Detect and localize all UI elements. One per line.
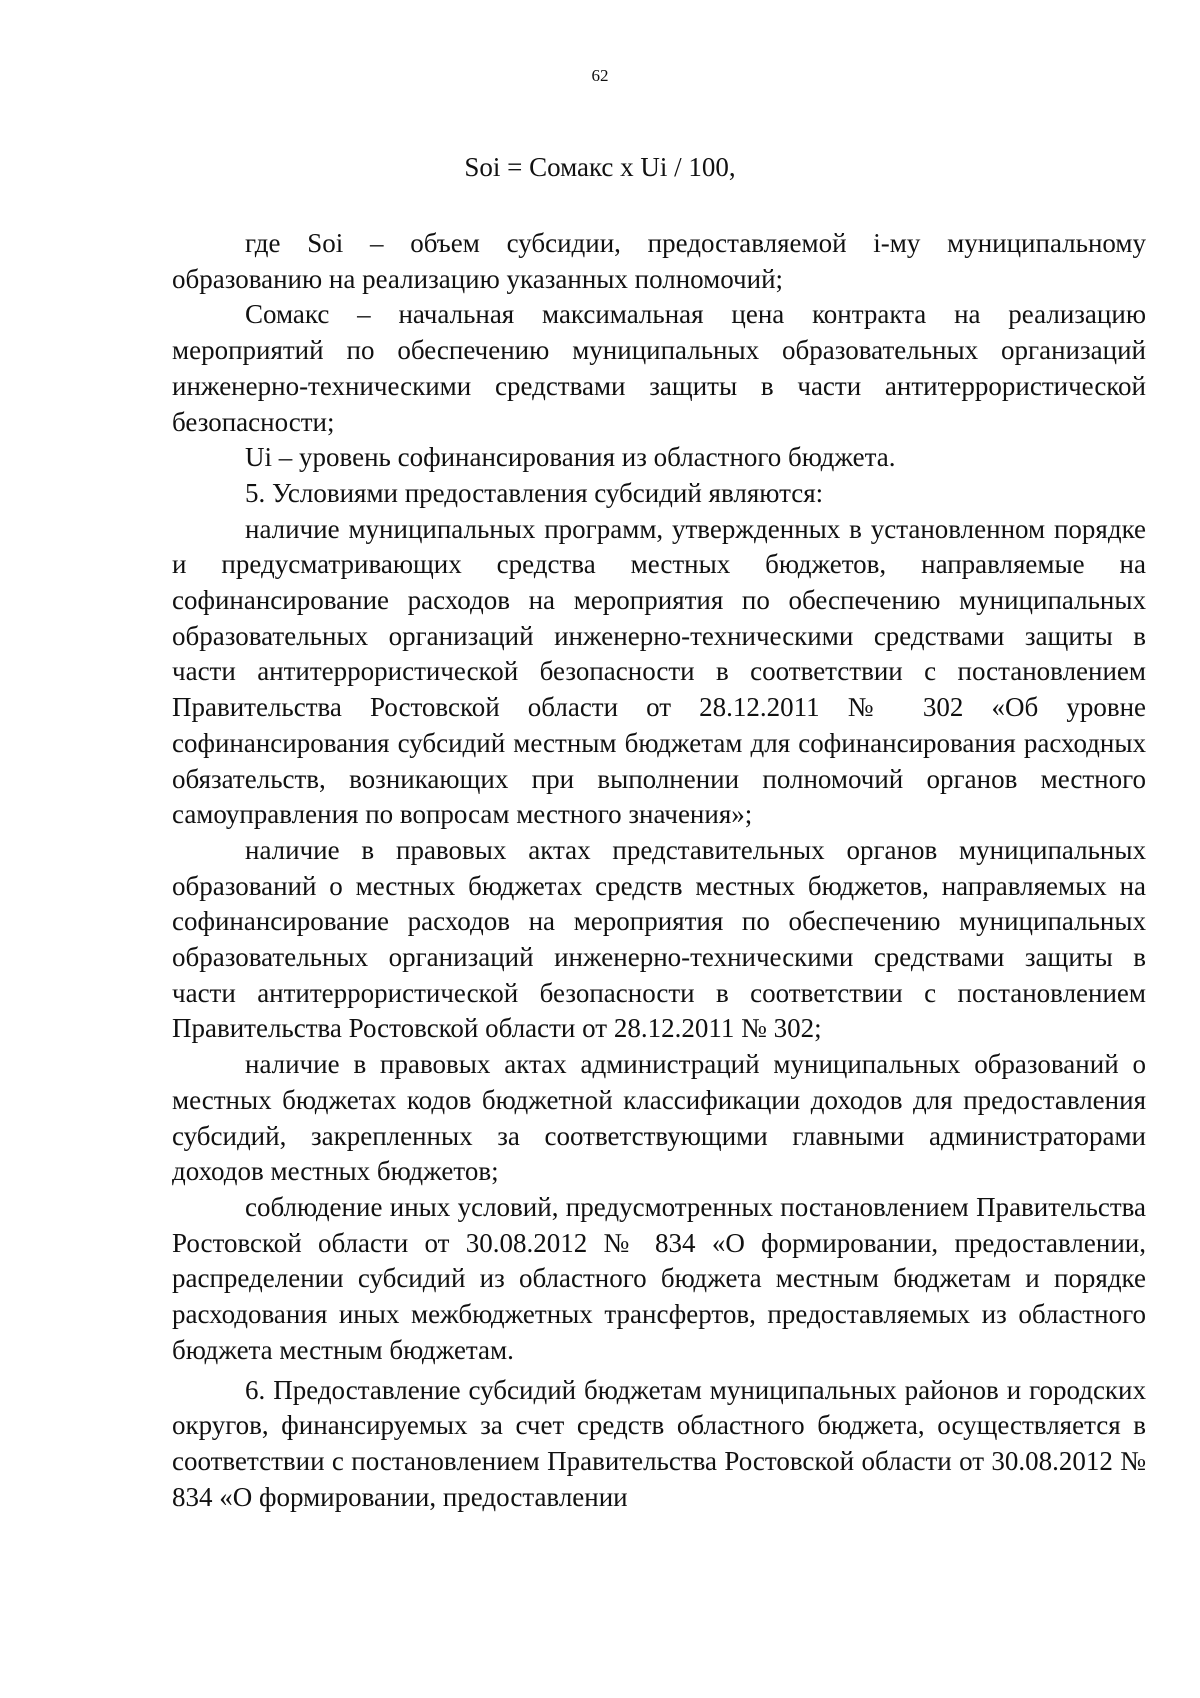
document-body xyxy=(172,226,1146,1515)
paragraph-condition-other: соблюдение иных условий, предусмотренных постановлением Правительства Ростовской области от 30.08.2012 № 834 «О формировании, предоставлении, распределении субсидий из областного бюджета местным бюджетам и порядке расходования иных межбюджетных трансфертов, предоставляемых из областного бюджета местным бюджетам. xyxy=(172,1191,1146,1365)
paragraph-somax-definition: Сомакс – начальная максимальная цена контракта на реализацию мероприятий по обеспечению муниципальных образовательных организаций инженерно-техническими средствами защиты в части антитеррористической безопасности; xyxy=(172,299,1146,437)
paragraph-soi-definition: где Soi – объем субсидии, предоставляемой i-му муниципальному образованию на реализацию указанных полномочий; xyxy=(172,228,1146,294)
formula: Soi = Сомакс x Ui / 100, xyxy=(464,152,736,182)
paragraph-ui-definition: Ui – уровень софинансирования из областного бюджета. xyxy=(245,442,896,473)
paragraph-conditions-heading: 5. Условиями предоставления субсидий являются: xyxy=(245,477,824,508)
paragraph-section-6: 6. Предоставление субсидий бюджетам муниципальных районов и городских округов, финансируемых за счет средств областного бюджета, осуществляется в соответствии с постановлением Правительства Ростовской области от 30.08.2012 № 834 «О формировании, предоставлении xyxy=(172,1374,1146,1512)
paragraph-condition-legal-acts: наличие в правовых актах представительных органов муниципальных образований о местных бюджетах средств местных бюджетов, направляемых на софинансирование расходов на мероприятия по обеспечению муниципальных образовательных организаций инженерно-техническими средствами защиты в части антитеррористической безопасности в соответствии с постановлением Правительства Ростовской области от 28.12.2011 № 302; xyxy=(172,834,1146,1044)
page-number: 62 xyxy=(591,66,609,85)
paragraph-condition-programs: наличие муниципальных программ, утвержденных в установленном порядке и предусматривающих средства местных бюджетов, направляемые на софинансирование расходов на мероприятия по обеспечению муниципальных образовательных организаций инженерно-техническими средствами защиты в части антитеррористической безопасности в соответствии с постановлением Правительства Ростовской области от 28.12.2011 № 302 «Об уровне софинансирования субсидий местным бюджетам для софинансирования расходных обязательств, возникающих при выполнении полномочий органов местного самоуправления по вопросам местного значения»; xyxy=(172,513,1146,830)
paragraph-condition-classification-codes: наличие в правовых актах администраций муниципальных образований о местных бюджетах кодов бюджетной классификации доходов для предоставления субсидий, закрепленных за соответствующими главными администраторами доходов местных бюджетов; xyxy=(172,1049,1146,1187)
